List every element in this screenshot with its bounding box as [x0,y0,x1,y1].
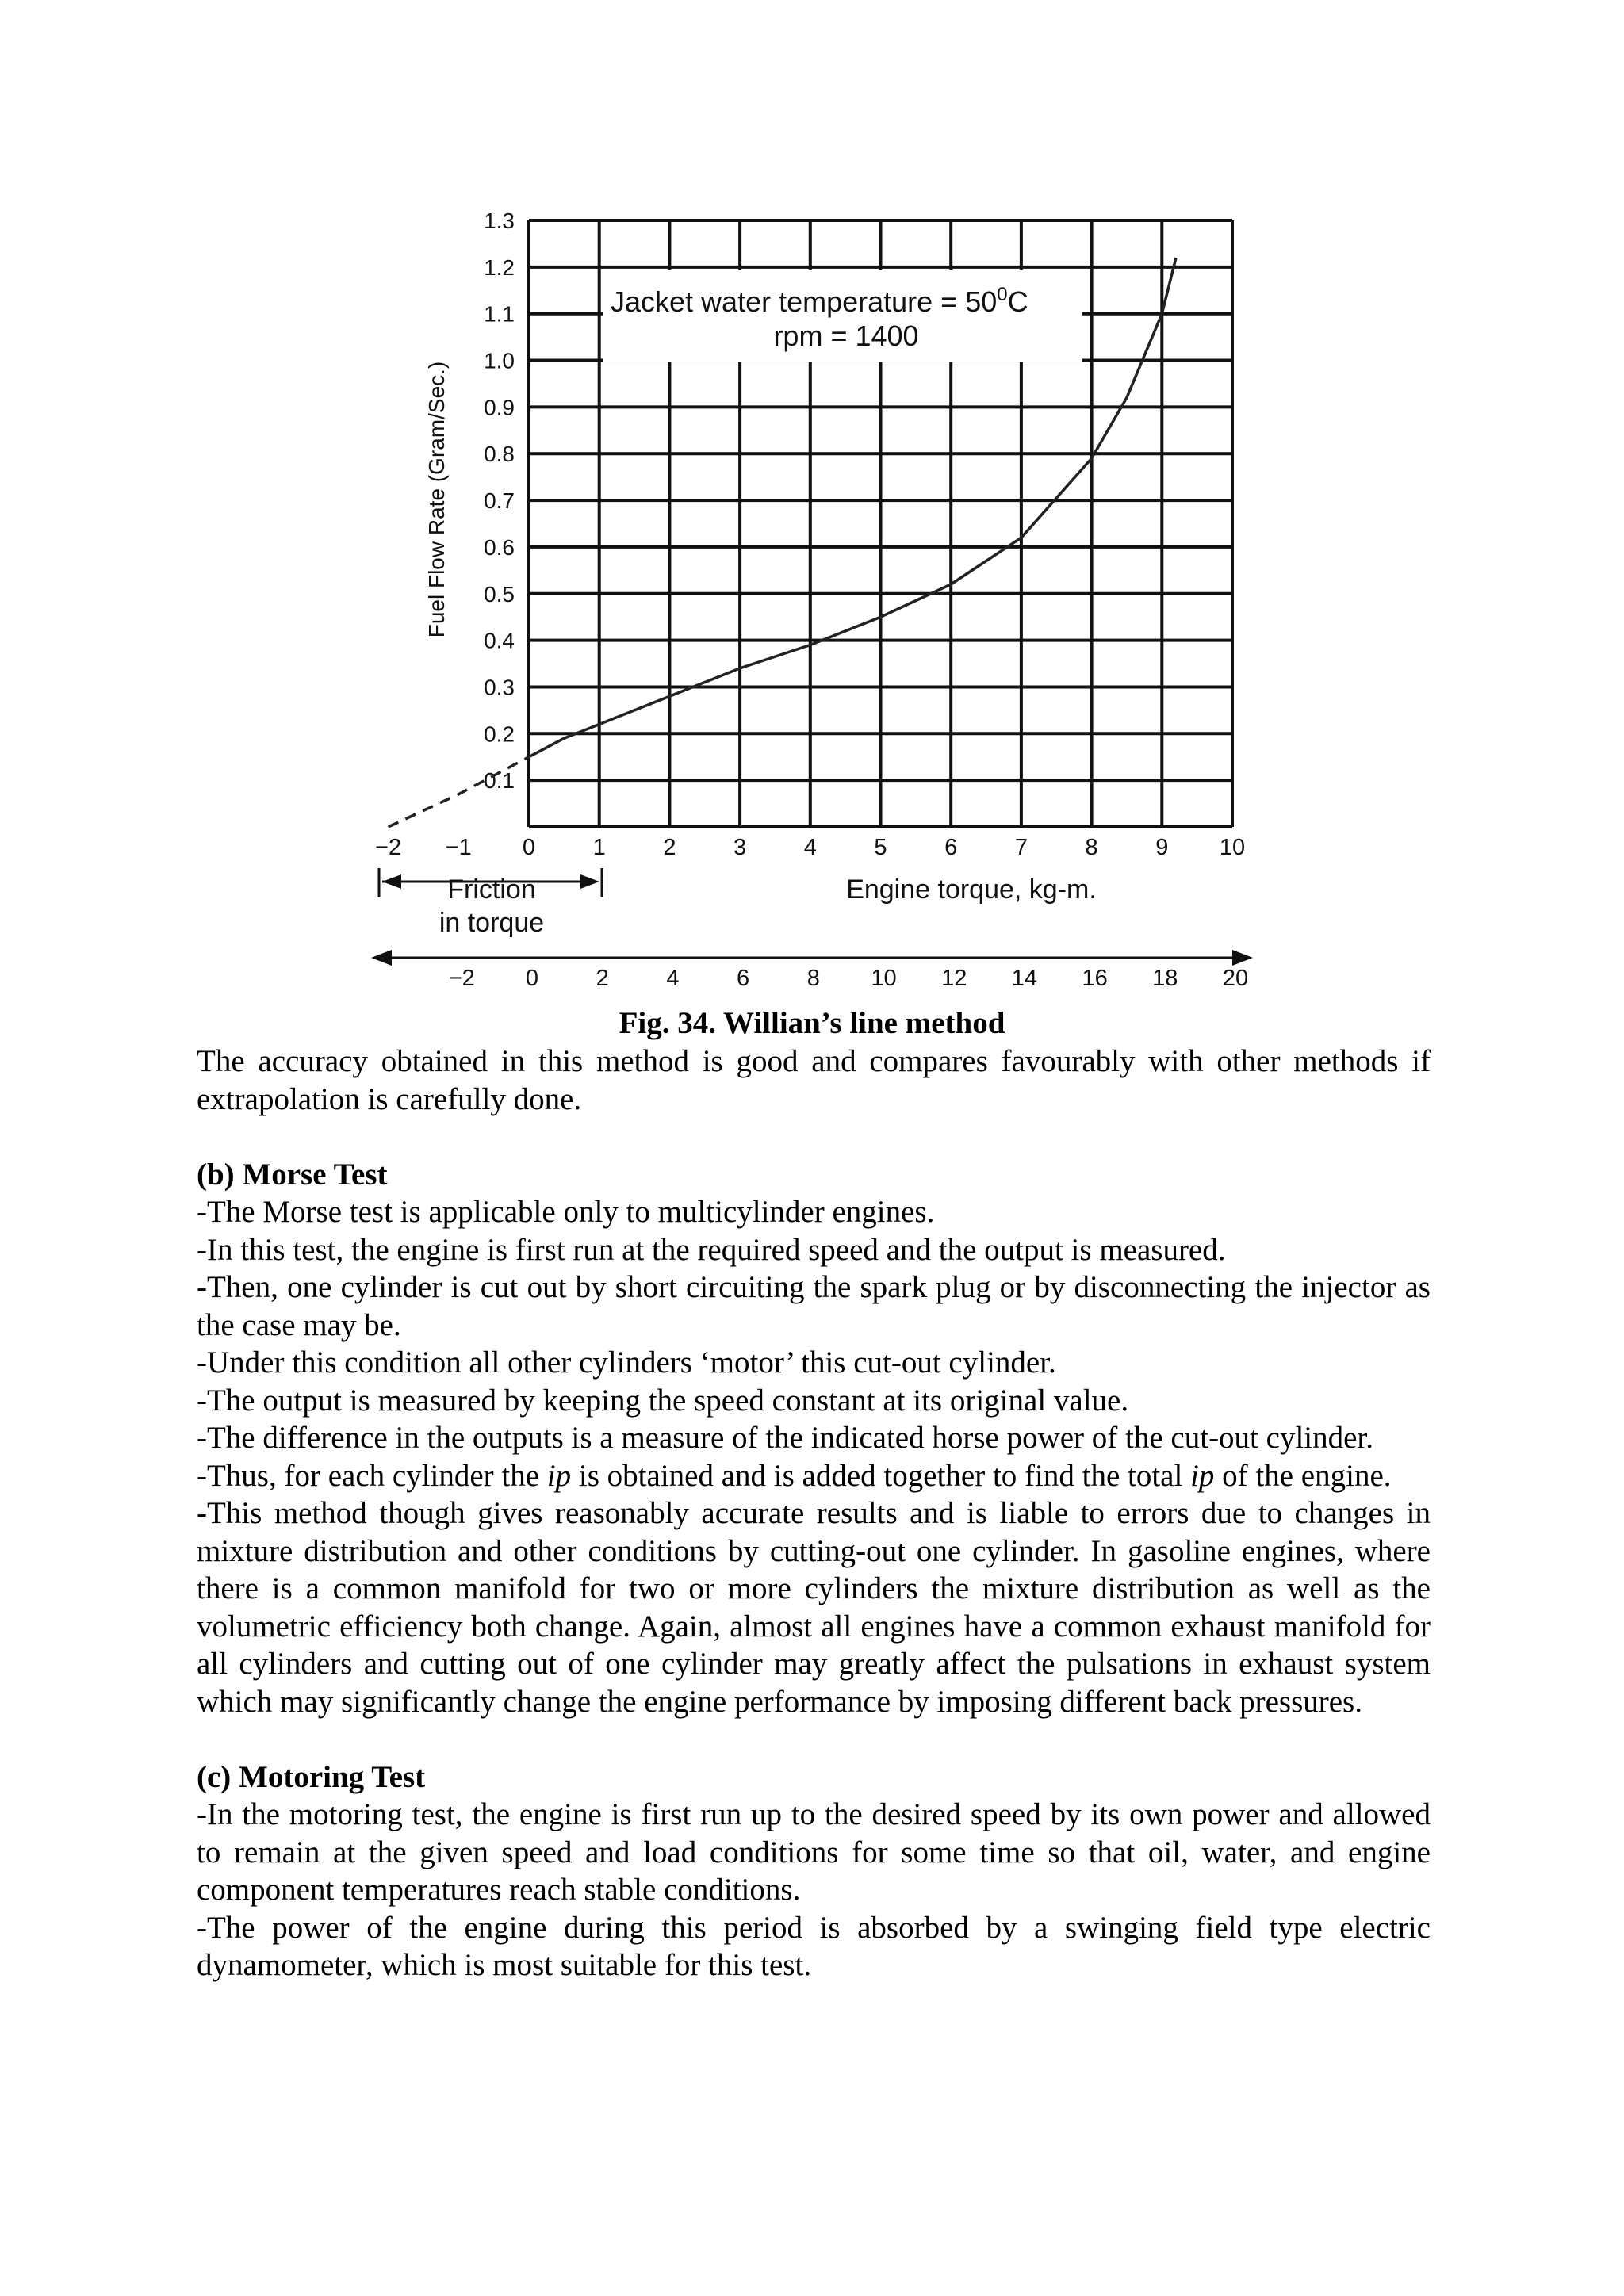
y-tick-label: 0.3 [484,675,515,700]
friction-label-line2: in torque [439,908,545,938]
secondary-x-tick-label: 18 [1152,966,1178,991]
willans-line-chart [349,190,1269,1007]
y-tick-label: 0.5 [484,581,515,607]
motoring-p1: -In the motoring test, the engine is first run up to the desired speed by its own power and allowed to remain at the given speed and load conditions for some time so that oil, water, and engine component temperatures reach stable conditions. [197,1797,1431,1907]
morse-p7: -Thus, for each cylinder the ip is obtained and is added together to find the total ip of the engine. [197,1458,1392,1493]
morse-p8: -This method though gives reasonably accurate results and is liable to errors due to changes in mixture distribution and other conditions by cutting-out one cylinder. In gasoline engines, where there is a common manifold for two or more cylinders the mixture distribution as well as the volumetric efficiency both change. Again, almost all engines have a common exhaust manifold for all cylinders and cutting out of one cylinder may greatly affect the pulsations in exhaust system which may significantly change the engine performance by imposing different back pressures. [197,1496,1431,1719]
motoring-p2: -The power of the engine during this period is absorbed by a swinging field type electric dynamometer, which is most suitable for this test. [197,1910,1431,1982]
x-tick-label: −1 [445,835,472,860]
morse-p2: -In this test, the engine is first run at the required speed and the output is measured. [197,1232,1226,1267]
morse-p1: -The Morse test is applicable only to multicylinder engines. [197,1195,935,1229]
secondary-x-tick-label: 0 [525,966,539,991]
y-tick-label: 1.0 [484,348,515,373]
morse-p6: -The difference in the outputs is a measure of the indicated horse power of the cut-out cylinder. [197,1421,1374,1455]
secondary-x-tick-label: −2 [448,966,475,991]
secondary-x-tick-label: 2 [596,966,609,991]
figure-caption: Fig. 34. Willian’s line method [619,1006,1005,1040]
motoring-heading: (c) Motoring Test [197,1759,426,1794]
y-tick-label: 0.1 [484,768,515,794]
x-tick-label: 1 [592,835,606,860]
secondary-x-tick-label: 14 [1011,966,1038,991]
x-tick-label: 4 [803,835,817,860]
y-tick-label: 0.7 [484,488,515,514]
y-tick-label: 1.3 [484,209,515,233]
friction-arrow-left-head [382,874,401,889]
annotation-line2: rpm = 1400 [773,320,919,352]
secondary-x-tick-label: 6 [737,966,750,991]
y-axis-label: Fuel Flow Rate (Gram/Sec.) [424,361,449,638]
y-tick-label: 0.8 [484,442,515,467]
x-tick-label: 6 [944,835,958,860]
x-tick-label: 3 [733,835,747,860]
annotation-line1: Jacket water temperature = $50^0C$ [611,284,1028,318]
y-tick-label: 0.4 [484,628,515,653]
y-tick-label: 1.2 [484,254,515,280]
secondary-x-tick-label: 12 [941,966,967,991]
secondary-x-tick-label: 20 [1222,966,1249,991]
y-tick-label: 1.1 [484,301,515,327]
y-tick-label: 0.6 [484,534,515,560]
friction-arrow-right-head [580,874,599,889]
secondary-x-tick-label: 8 [806,966,820,991]
secondary-x-tick-label: 16 [1082,966,1108,991]
secondary-axis-right-arrow [1232,950,1253,966]
morse-p3: -Then, one cylinder is cut out by short circuiting the spark plug or by disconnecting the injector as the case may be. [197,1270,1431,1342]
x-axis-label: Engine torque, kg-m. [846,874,1097,905]
chart-svg [349,190,1269,1007]
x-tick-label: 10 [1219,835,1246,860]
friction-label-line1: Friction [447,874,536,905]
x-tick-label: 7 [1014,835,1028,860]
y-tick-label: 0.2 [484,721,515,747]
x-tick-label: 0 [522,835,536,860]
x-tick-label: −2 [375,835,402,860]
x-tick-label: 5 [874,835,887,860]
secondary-x-tick-label: 4 [666,966,680,991]
body-text [197,1043,1431,1984]
secondary-x-tick-label: 10 [871,966,897,991]
y-tick-label: 0.9 [484,395,515,420]
secondary-axis-left-arrow [371,950,392,966]
intro-paragraph: The accuracy obtained in this method is good and compares favourably with other methods if extrapolation is carefully done. [197,1044,1431,1116]
x-tick-label: 8 [1085,835,1098,860]
morse-p4: -Under this condition all other cylinders ‘motor’ this cut-out cylinder. [197,1345,1056,1380]
x-tick-label: 9 [1155,835,1169,860]
morse-p5: -The output is measured by keeping the speed constant at its original value. [197,1383,1129,1418]
x-tick-label: 2 [663,835,676,860]
morse-heading: (b) Morse Test [197,1157,388,1192]
